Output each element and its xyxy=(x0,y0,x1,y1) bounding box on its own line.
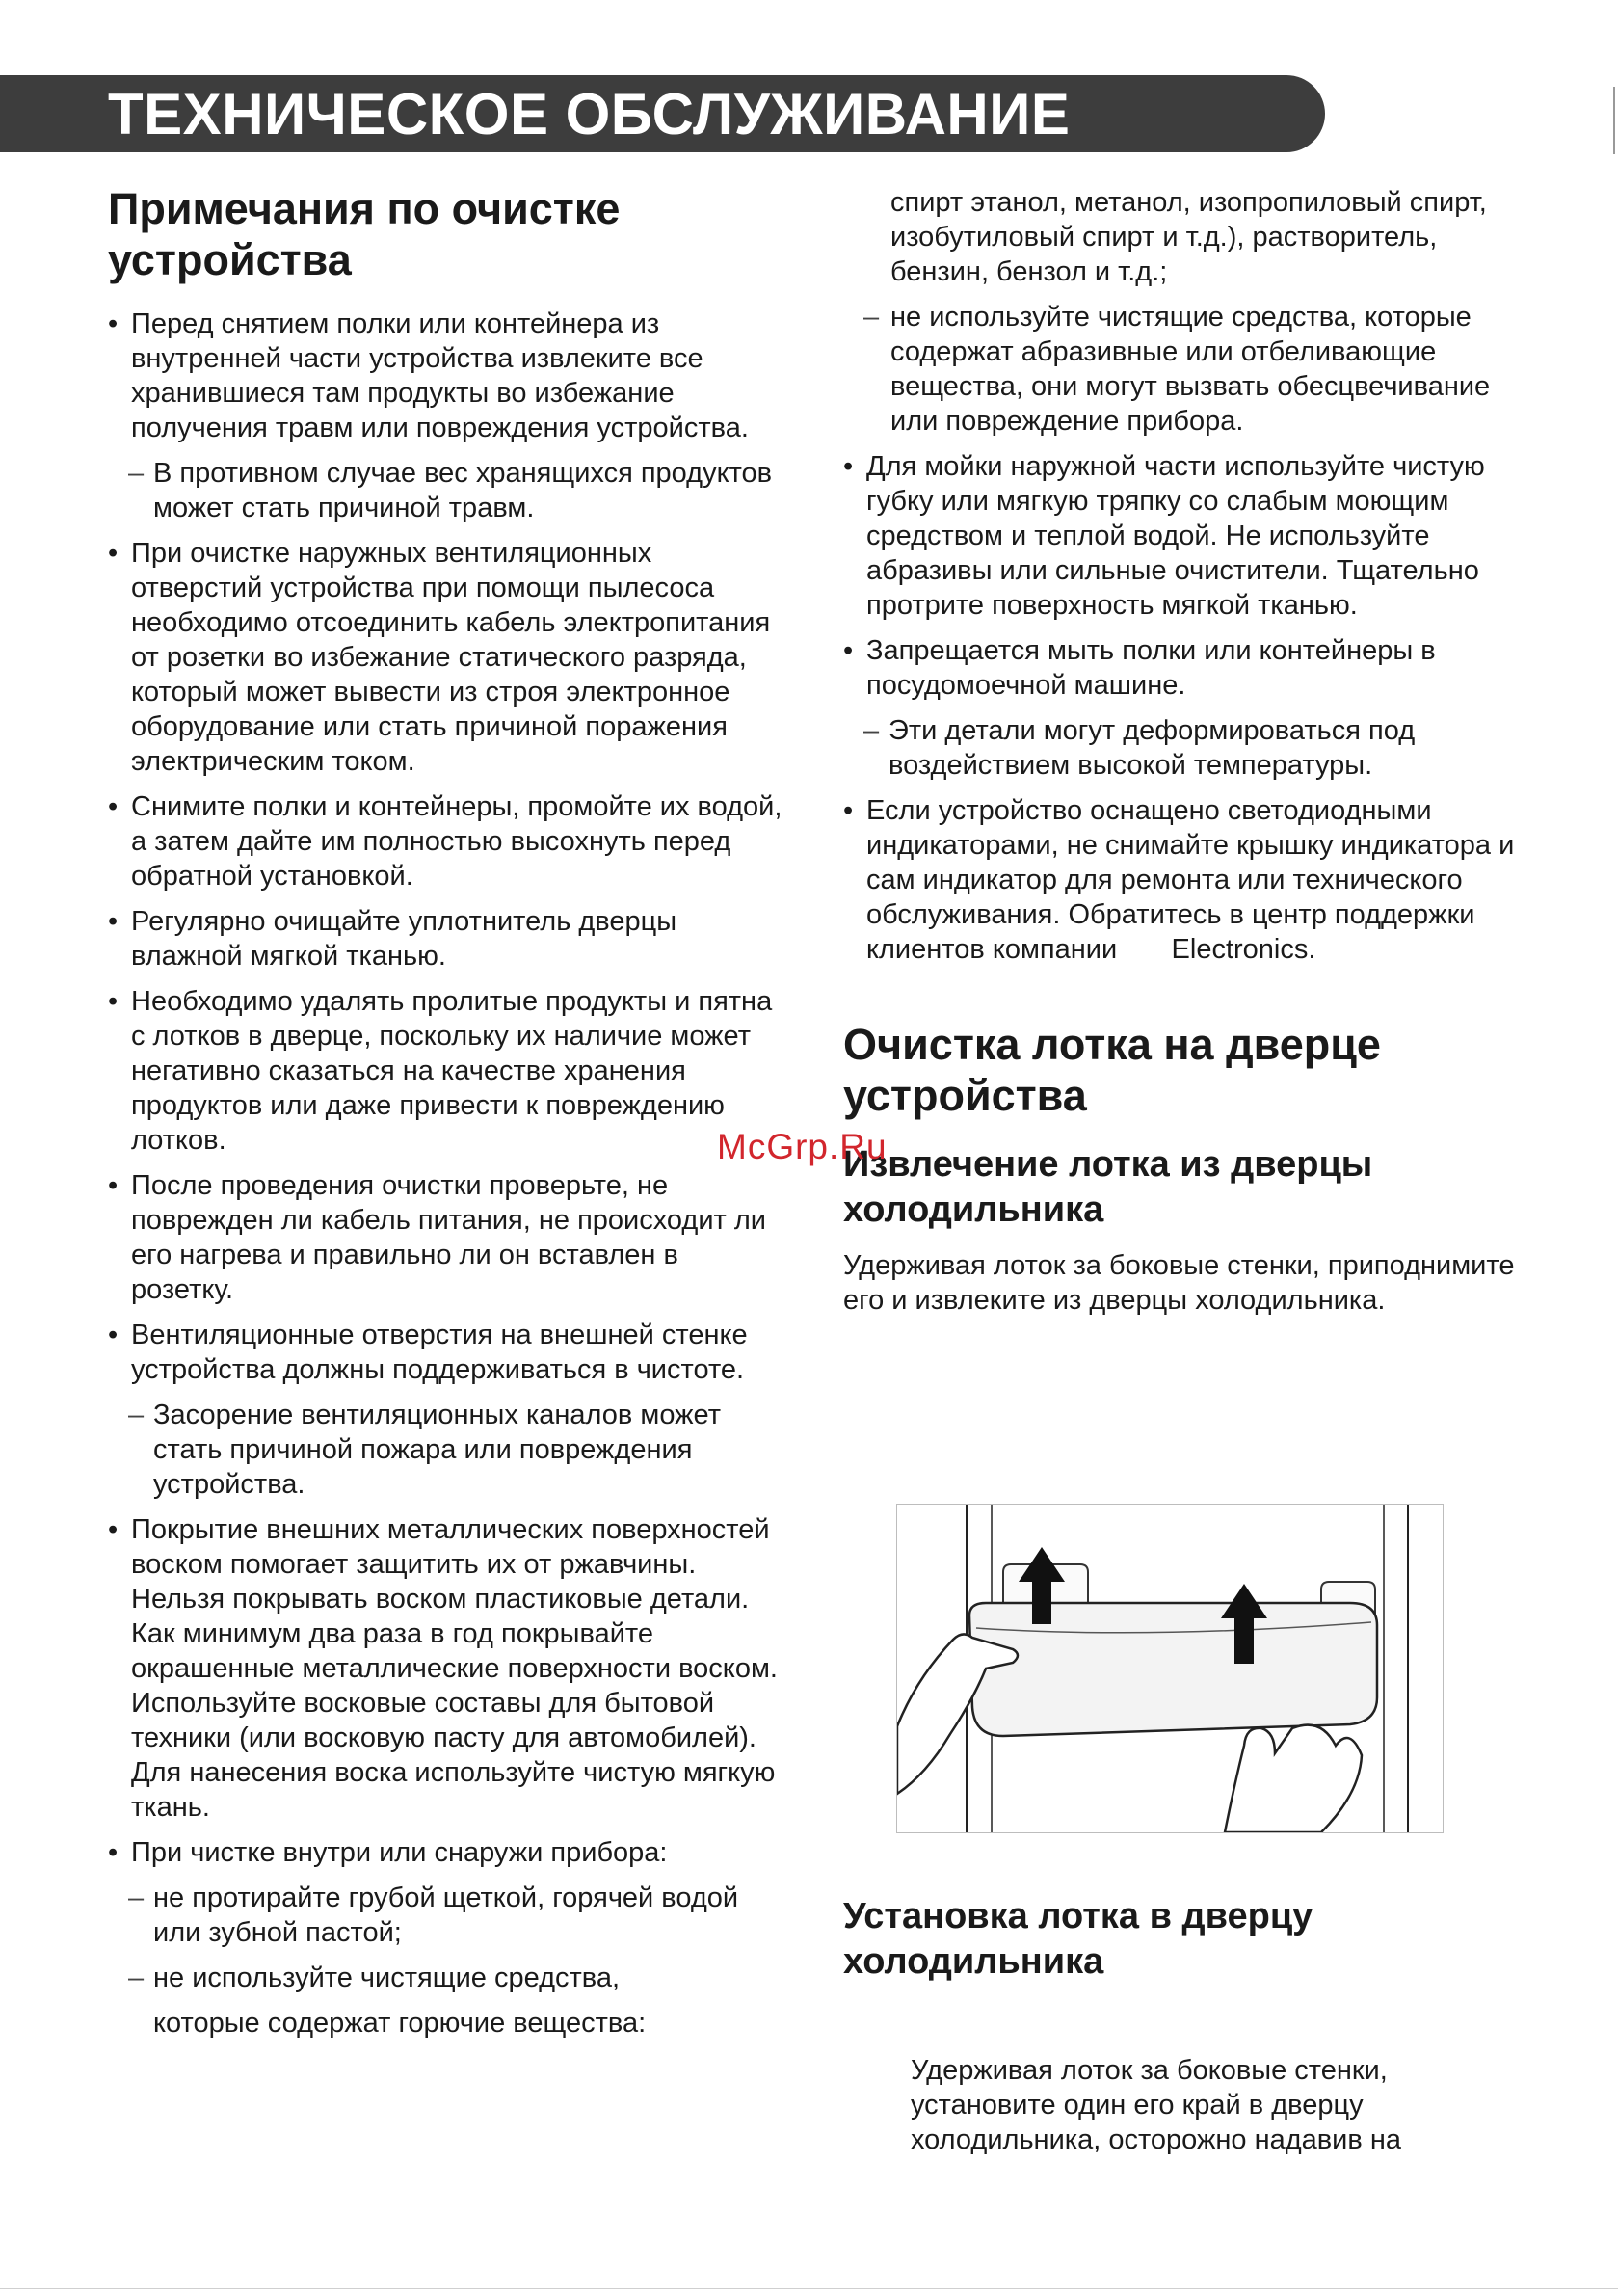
list-item: • Снимите полки и контейнеры, промойте их водой, а затем дайте им полностью высохнуть перед обратной установкой. xyxy=(108,789,782,894)
list-item: • Перед снятием полки или контейнера из внутренней части устройства извлеките все хранившиеся там продукты во избежание получения травм или повреждения устройства. xyxy=(108,307,782,445)
right-hand xyxy=(1225,1725,1362,1832)
door-bin xyxy=(969,1603,1377,1736)
list-item: • Запрещается мыть полки или контейнеры в посудомоечной машине. xyxy=(843,633,1518,703)
footer-rule xyxy=(0,2288,1618,2289)
list-sub-item: – Эти детали могут деформироваться под воздействием высокой температуры. xyxy=(843,713,1518,783)
illustration-svg xyxy=(897,1505,1443,1832)
list-item: • Вентиляционные отверстия на внешней стенке устройства должны поддерживаться в чистоте. xyxy=(108,1318,782,1387)
list-item: • Регулярно очищайте уплотнитель дверцы влажной мягкой тканью. xyxy=(108,904,782,974)
install-section xyxy=(843,1894,1518,2000)
list-sub-item: – не используйте чистящие средства, xyxy=(108,1961,782,1995)
bin-removal-heading: Извлечение лотка из дверцы холодильника xyxy=(843,1144,1373,1230)
watermark: McGrp.Ru xyxy=(717,1127,888,1166)
list-item: • При чистке внутри или снаружи прибора: xyxy=(108,1835,782,1870)
right-column xyxy=(843,185,1523,1328)
list-item: • При очистке наружных вентиляционных отверстий устройства при помощи пылесоса необходимо отсоединить кабель электропитания от розетки во избежание статического разряда, который может вывести из строя электронное оборудование или стать причиной поражения электрическим током. xyxy=(108,536,782,779)
bin-install-text: Удерживая лоток за боковые стенки, установите один его край в дверцу холодильника, осторожно надавив на xyxy=(911,2055,1401,2155)
bin-removal-text: Удерживая лоток за боковые стенки, приподнимите его и извлеките из дверцы холодильника. xyxy=(843,1250,1515,1316)
page-title: ТЕХНИЧЕСКОЕ ОБСЛУЖИВАНИЕ xyxy=(108,82,1071,147)
list-sub-item: – Засорение вентиляционных каналов может стать причиной пожара или повреждения устройства. xyxy=(108,1398,782,1502)
list-item: • Необходимо удалять пролитые продукты и пятна с лотков в дверце, поскольку их наличие может негативно сказаться на качестве хранения продуктов или даже привести к повреждению лотков. xyxy=(108,984,782,1158)
list-item: • Для мойки наружной части используйте чистую губку или мягкую тряпку со слабым моющим средством и теплой водой. Не используйте абразивы или сильные очистители. Тщательно протрите поверхность мягкой тканью. xyxy=(843,449,1518,623)
list-sub-item: – В противном случае вес хранящихся продуктов может стать причиной травм. xyxy=(108,456,782,525)
page-edge-mark xyxy=(1613,87,1615,154)
list-item: • Если устройство оснащено светодиодными индикаторами, не снимайте крышку индикатора и сам индикатор для ремонта или технического обслуживания. Обратитесь в центр поддержки клиентов компании Electronics. xyxy=(843,793,1518,967)
list-item: • Покрытие внешних металлических поверхностей воском помогает защитить их от ржавчины. Нельзя покрывать воском пластиковые детали. Как минимум два раза в год покрывайте окрашенные металлические поверхности воском. Используйте восковые составы для бытовой техники (или восковую пасту для автомобилей). Для нанесения воска используйте чистую мягкую ткань. xyxy=(108,1512,782,1825)
list-sub-item: – не протирайте грубой щеткой, горячей водой или зубной пастой; xyxy=(108,1881,782,1950)
door-bin-illustration xyxy=(896,1504,1444,1833)
list-sub-item: – не используйте чистящие средства, которые содержат абразивные или отбеливающие вещества, они могут вызвать обесцвечивание или повреждение прибора. xyxy=(843,300,1518,439)
list-continuation: спирт этанол, метанол, изопропиловый спирт, изобутиловый спирт и т.д.), растворитель, бензин, бензол и т.д.; xyxy=(890,187,1487,287)
list-continuation: которые содержат горючие вещества: xyxy=(153,2008,647,2039)
cleaning-notes-heading: Примечания по очистке устройства xyxy=(108,184,621,284)
section-banner xyxy=(0,75,1325,152)
door-bin-cleaning-heading: Очистка лотка на дверце устройства xyxy=(843,1020,1381,1120)
list-item: • После проведения очистки проверьте, не поврежден ли кабель питания, не происходит ли его нагрева и правильно ли он вставлен в розетку. xyxy=(108,1168,782,1307)
left-column xyxy=(108,183,782,2051)
bin-install-heading: Установка лотка в дверцу холодильника xyxy=(843,1896,1313,1982)
